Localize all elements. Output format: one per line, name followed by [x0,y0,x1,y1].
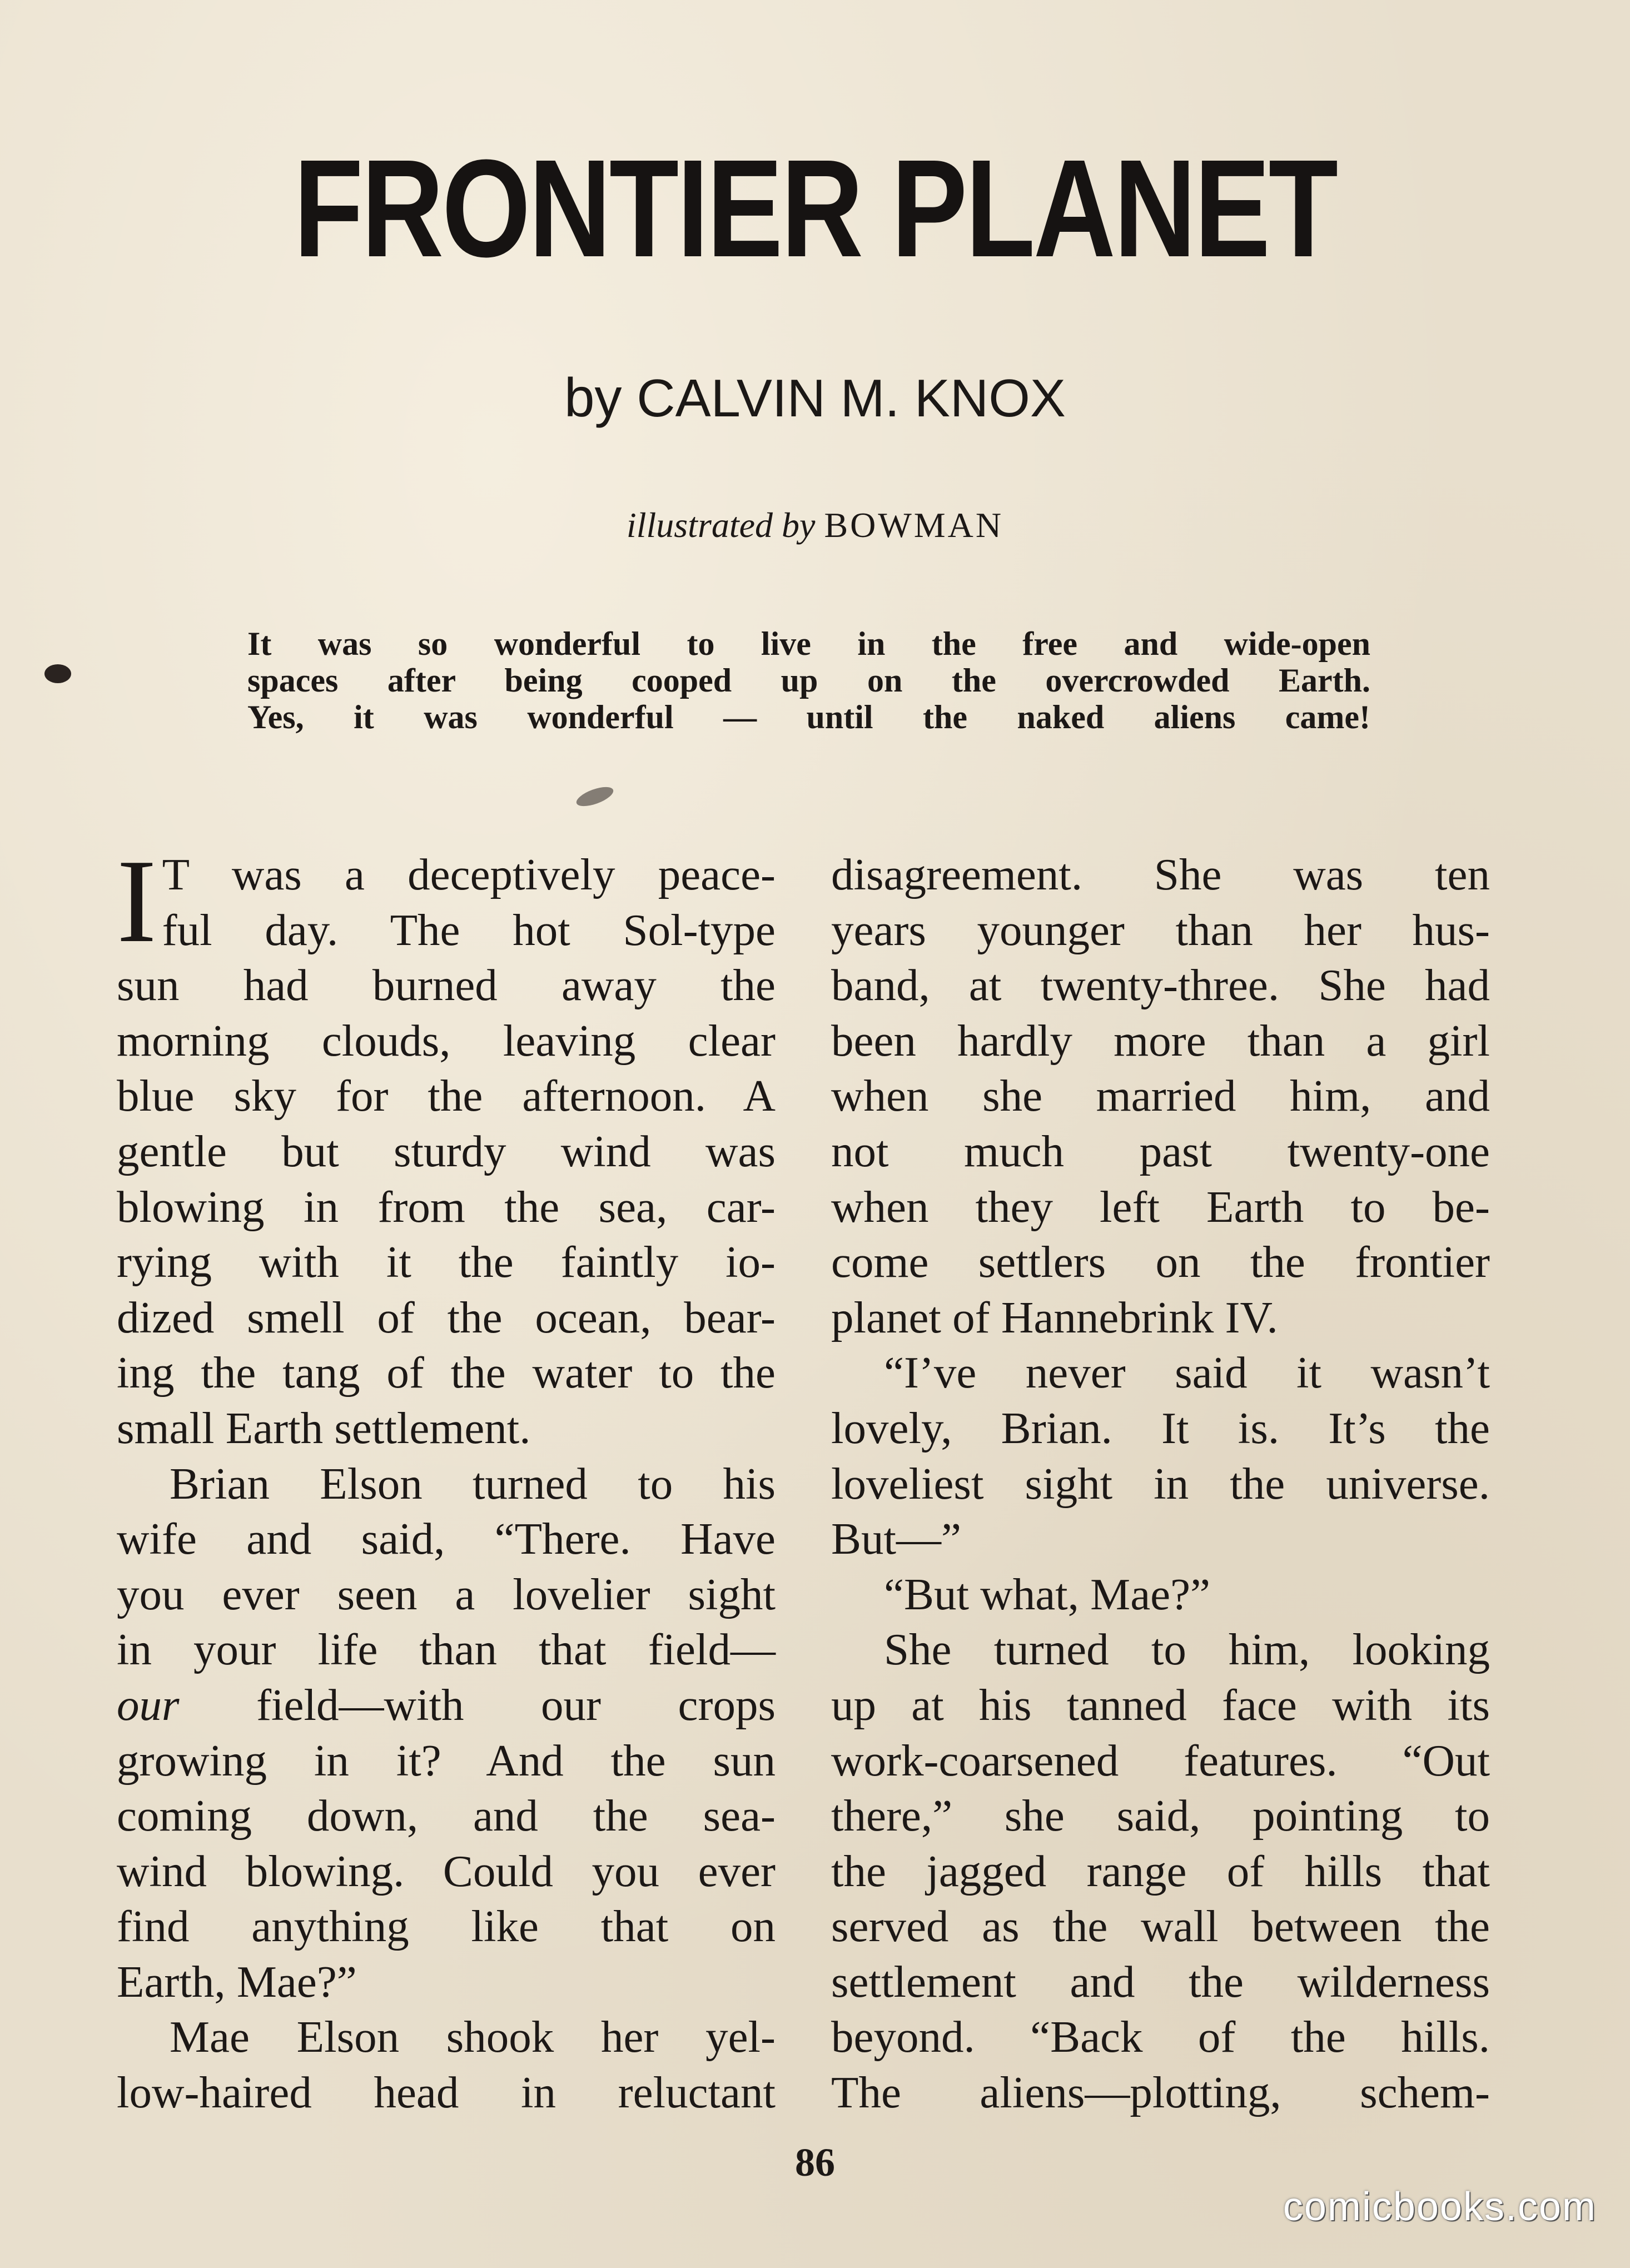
text-line: in your life than that field— [117,1624,776,1675]
site-watermark: comicbooks.com [1283,2185,1597,2229]
story-blurb [247,625,1370,735]
text-line-our [117,1678,776,1733]
text-line: planet of Hannebrink IV. [831,1292,1278,1342]
text-line: Brian Elson turned to his [170,1458,776,1509]
illustrated-by-label: illustrated by [626,505,816,545]
text-line: sun had burned away the [117,960,776,1011]
text-line: But—” [831,1514,961,1564]
blurb-line: spaces after being cooped up on the overcrowded Earth. [247,662,1370,699]
byline-prefix: by [564,367,622,428]
blurb-line: Yes, it was wonderful — until the naked aliens came! [247,699,1370,735]
text-line: She turned to him, looking [884,1624,1490,1675]
text-line: work-coarsened features. “Out [831,1735,1490,1785]
text-line: the jagged range of hills that [831,1846,1490,1896]
illustrator-name: BOWMAN [824,505,1004,545]
text-line: small Earth settlement. [117,1402,531,1453]
text-line: T was a deceptively peace- [162,849,776,899]
text-line: ing the tang of the water to the [117,1347,776,1398]
text-line: rying with it the faintly io- [117,1237,776,1287]
ink-spot [44,664,71,683]
text-line: The aliens—plotting, schem- [831,2067,1490,2118]
text-line: growing in it? And the sun [117,1735,776,1785]
text-line: Mae Elson shook her yel- [170,2012,776,2062]
text-line: band, at twenty-three. She had [831,960,1490,1011]
text-line: there,” she said, pointing to [831,1790,1490,1841]
page-number: 86 [795,2140,835,2185]
text-line: blowing in from the sea, car- [117,1181,776,1232]
text-line: “I’ve never said it wasn’t [884,1347,1490,1398]
text-line: find anything like that on [117,1901,776,1952]
text-line: Earth, Mae?” [117,1956,357,2007]
text-line: lovely, Brian. It is. It’s the [831,1402,1490,1453]
illustrator-credit [0,503,1630,548]
text-line: when she married him, and [831,1071,1490,1121]
text-line: up at his tanned face with its [831,1679,1490,1730]
text-line: years younger than her hus- [831,904,1490,955]
text-line: wife and said, “There. Have [117,1514,776,1564]
text-line: coming down, and the sea- [117,1790,776,1841]
text-line: dized smell of the ocean, bear- [117,1292,776,1342]
byline [0,367,1630,429]
right-column [831,847,1490,2121]
author-name: CALVIN M. KNOX [637,369,1066,428]
left-column [117,834,776,2121]
blurb-line: It was so wonderful to live in the free and wide-open [247,625,1370,662]
text-line: not much past twenty-one [831,1126,1490,1176]
text-line: loveliest sight in the universe. [831,1458,1490,1509]
text-line: served as the wall between the [831,1901,1490,1952]
text-line: settlement and the wilderness [831,1956,1490,2007]
text-line: wind blowing. Could you ever [117,1846,776,1896]
text-line: ful day. The hot Sol-type [162,904,776,955]
text-line: when they left Earth to be- [831,1181,1490,1232]
text-line: beyond. “Back of the hills. [831,2012,1490,2062]
text-line: blue sky for the afternoon. A [117,1071,776,1121]
text-line: been hardly more than a girl [831,1015,1490,1066]
text-line: gentle but sturdy wind was [117,1126,776,1176]
text-line-rest: field—with our crops [179,1679,776,1730]
text-line: low-haired head in reluctant [117,2067,776,2118]
drop-cap: I [117,834,157,967]
ink-spot [574,783,616,810]
text-line: you ever seen a lovelier sight [117,1569,776,1619]
text-line: come settlers on the frontier [831,1237,1490,1287]
text-line: disagreement. She was ten [831,849,1490,899]
italic-word: our [117,1679,180,1730]
story-title: FRONTIER PLANET [294,131,1336,286]
text-line: “But what, Mae?” [884,1569,1211,1619]
text-line: morning clouds, leaving clear [117,1015,776,1066]
